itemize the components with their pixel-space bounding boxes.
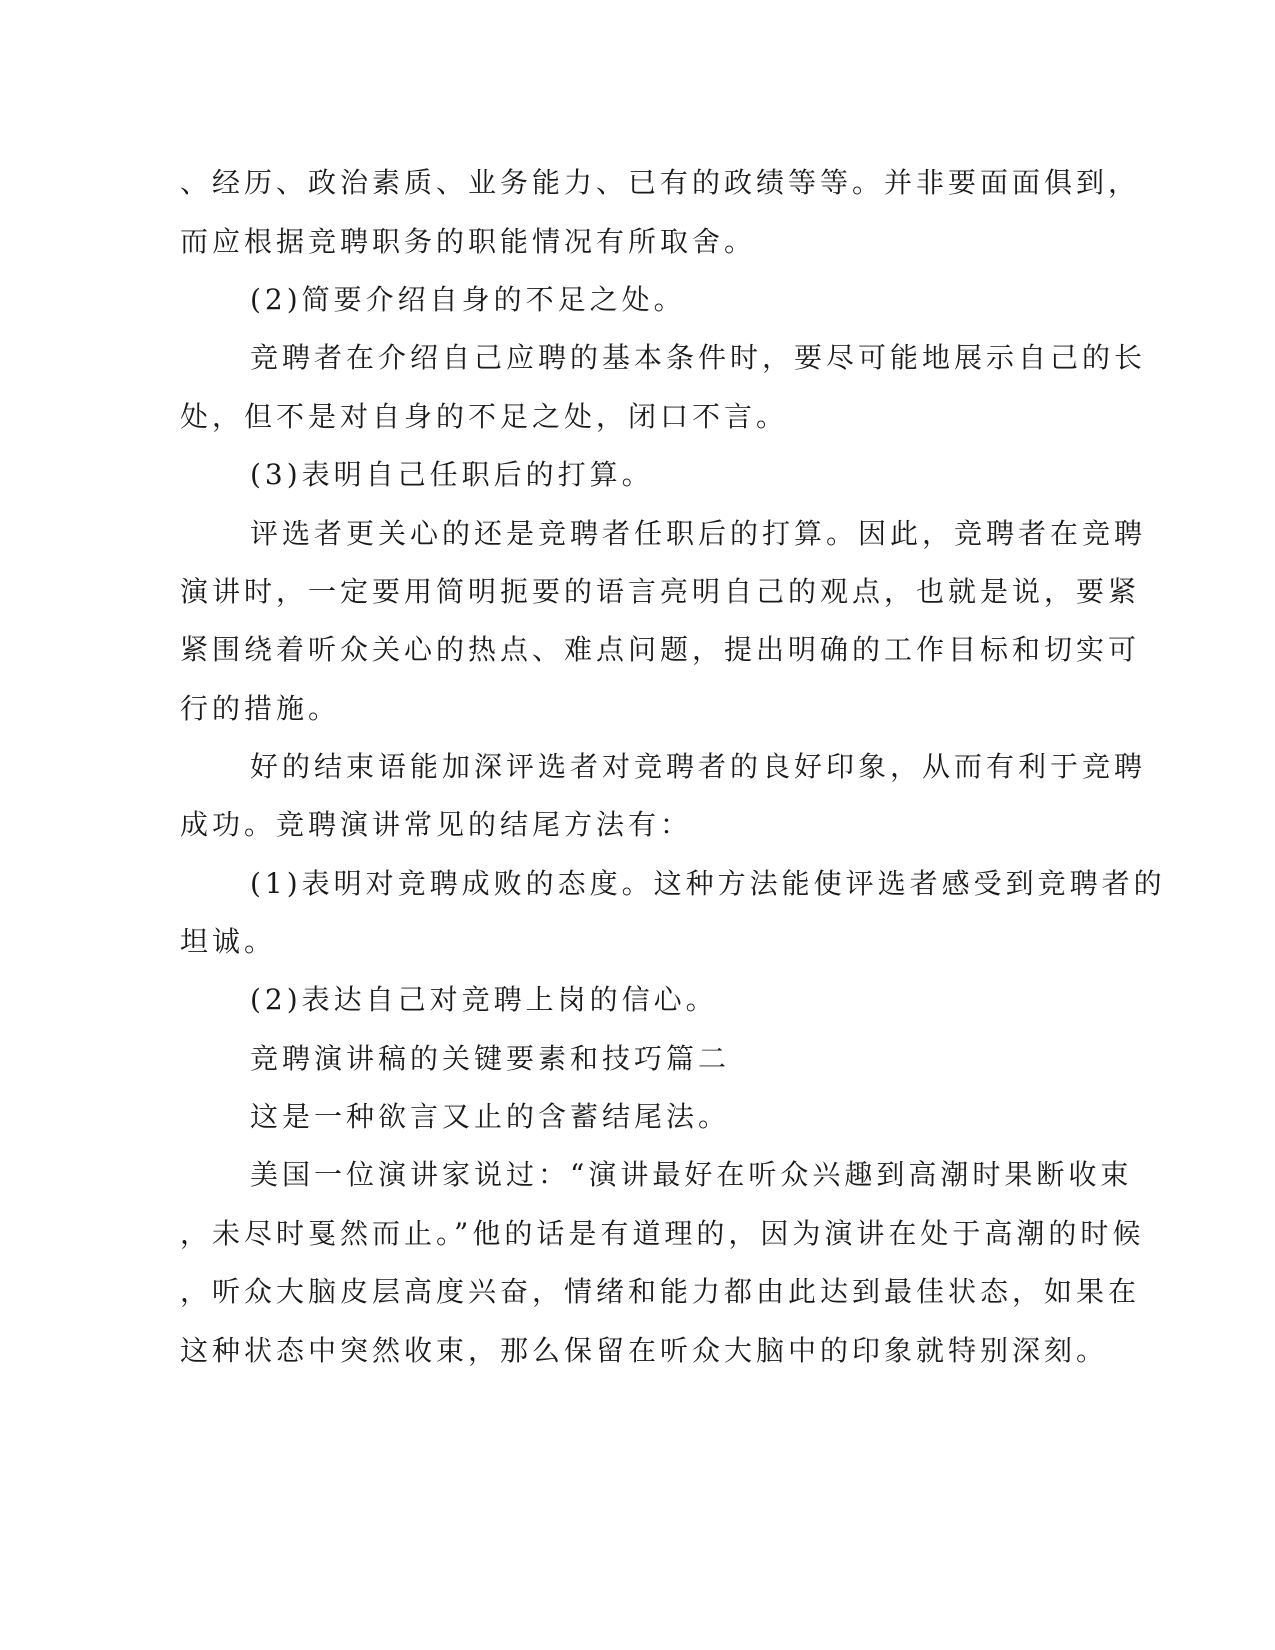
body-text-line: 、经历、政治素质、业务能力、已有的政绩等等。并非要面面俱到， [180,166,1141,199]
body-text-line: ，未尽时戛然而止。”他的话是有道理的，因为演讲在处于高潮的时候 [180,1217,1145,1250]
body-text-line: 美国一位演讲家说过：“演讲最好在听众兴趣到高潮时果断收束 [250,1158,1133,1191]
list-item-heading: (3)表明自己任职后的打算。 [250,458,654,491]
body-text-line: 成功。竞聘演讲常见的结尾方法有： [180,808,693,841]
list-item-heading: (2)表达自己对竞聘上岗的信心。 [250,983,718,1016]
body-text-line: 坦诚。 [180,925,277,958]
list-item-heading: (2)简要介绍自身的不足之处。 [250,283,686,316]
body-text-line: ，听众大脑皮层高度兴奋，情绪和能力都由此达到最佳状态，如果在 [180,1275,1141,1308]
body-text-line: 紧围绕着听众关心的热点、难点问题，提出明确的工作目标和切实可 [180,633,1141,666]
list-item-heading: (1)表明对竞聘成败的态度。这种方法能使评选者感受到竞聘者的 [250,867,1166,900]
body-text-line: 这种状态中突然收束，那么保留在听众大脑中的印象就特别深刻。 [180,1334,1109,1367]
body-text-line: 行的措施。 [180,692,341,725]
section-heading: 竞聘演讲稿的关键要素和技巧篇二 [250,1042,731,1075]
body-text-line: 评选者更关心的还是竞聘者任职后的打算。因此，竞聘者在竞聘 [250,517,1147,550]
body-text-line: 处，但不是对自身的不足之处，闭口不言。 [180,400,789,433]
body-text-line: 而应根据竞聘职务的职能情况有所取舍。 [180,225,757,258]
body-text-line: 好的结束语能加深评选者对竞聘者的良好印象，从而有利于竞聘 [250,750,1147,783]
body-text-line: 这是一种欲言又止的含蓄结尾法。 [250,1100,731,1133]
body-text-line: 演讲时，一定要用简明扼要的语言亮明自己的观点，也就是说，要紧 [180,575,1141,608]
body-text-line: 竞聘者在介绍自己应聘的基本条件时，要尽可能地展示自己的长 [250,341,1147,374]
